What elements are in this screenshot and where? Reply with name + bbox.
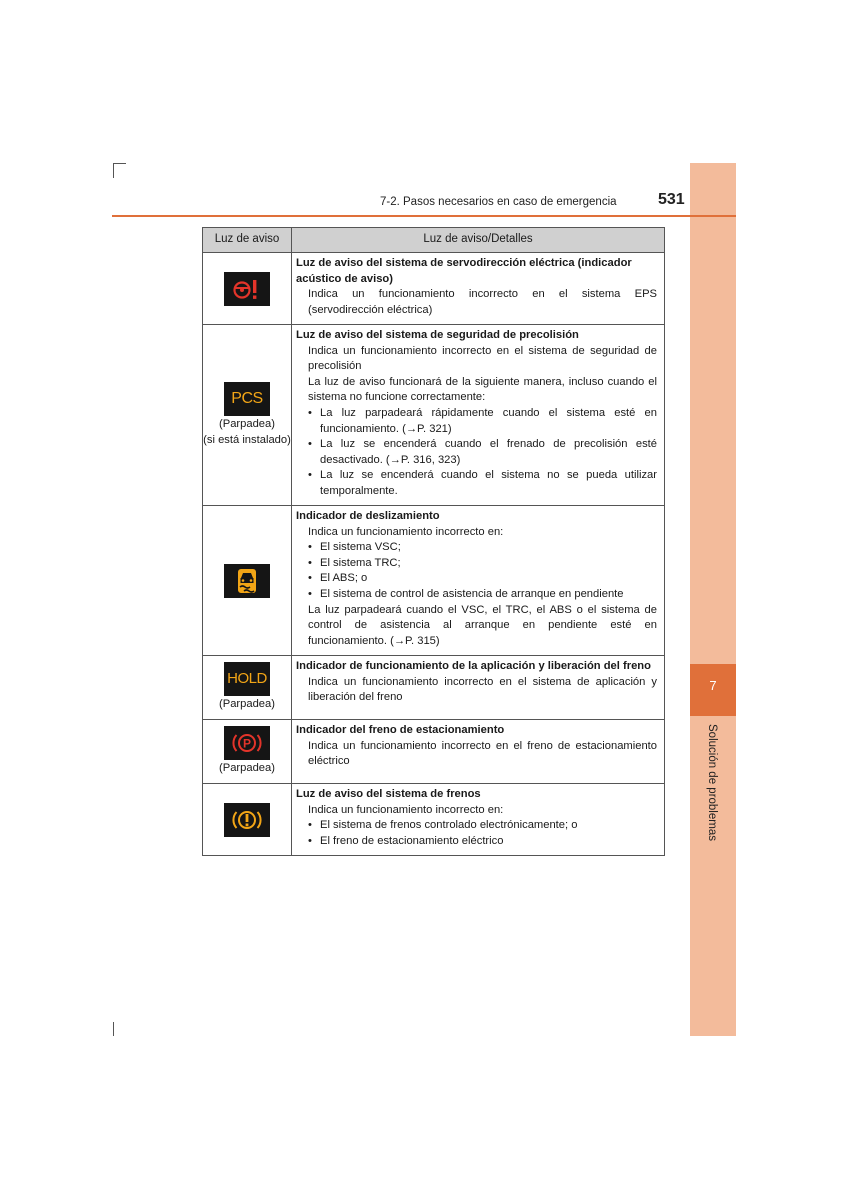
lamp-cell	[203, 506, 292, 656]
detail-cell	[292, 253, 665, 325]
lamp-caption: (Parpadea) (si está instalado)	[203, 417, 291, 446]
lamp-label: PCS	[231, 389, 263, 407]
list-item: • El ABS; o	[296, 571, 657, 587]
list-item: • El sistema TRC;	[296, 556, 657, 572]
lamp-cell	[203, 784, 292, 856]
chapter-number: 7	[690, 664, 736, 716]
light-description: Indica un funcionamiento incorrecto en:	[308, 803, 504, 816]
table-row	[203, 784, 665, 856]
light-title: Luz de aviso del sistema de frenos	[296, 788, 481, 800]
column-header-icon: Luz de aviso	[203, 228, 292, 253]
list-item: • El sistema de control de asistencia de arranque en pendiente	[296, 587, 657, 603]
light-title: Indicador de deslizamiento	[296, 510, 440, 522]
page-number: 531	[658, 191, 685, 208]
lamp-cell	[203, 325, 292, 506]
crop-mark	[113, 163, 126, 164]
table-row	[203, 253, 665, 325]
detail-cell	[292, 506, 665, 656]
crop-mark	[113, 1022, 114, 1036]
detail-cell	[292, 720, 665, 784]
brake-system-warning-icon	[224, 803, 270, 837]
light-title: Luz de aviso del sistema de seguridad de precolisión	[296, 329, 579, 341]
table-row	[203, 325, 665, 506]
list-item: • El sistema de frenos controlado electrónicamente; o	[296, 818, 657, 834]
header-rule	[112, 215, 736, 217]
light-title: Indicador del freno de estacionamiento	[296, 724, 505, 736]
table-row	[203, 506, 665, 656]
warning-lights-table	[202, 227, 665, 856]
list-item: • El freno de estacionamiento eléctrico	[296, 834, 657, 850]
table-row	[203, 720, 665, 784]
detail-cell	[292, 784, 665, 856]
detail-cell	[292, 656, 665, 720]
lamp-caption: (Parpadea)	[219, 762, 275, 775]
section-title: 7-2. Pasos necesarios en caso de emergencia	[380, 196, 617, 208]
table-row	[203, 656, 665, 720]
crop-mark	[113, 163, 114, 178]
light-description: Indica un funcionamiento incorrecto en el freno de estacionamiento eléctrico	[308, 739, 657, 768]
list-item: • La luz se encenderá cuando el sistema no se pueda utilizar temporalmente.	[296, 468, 657, 499]
parking-brake-icon	[224, 726, 270, 760]
light-description: Indica un funcionamiento incorrecto en el sistema de seguridad de precolisión	[308, 344, 657, 373]
svg-text:P: P	[242, 736, 252, 751]
lamp-caption: (Parpadea)	[219, 698, 275, 711]
list-item: • El sistema VSC;	[296, 540, 657, 556]
lamp-label: HOLD	[227, 670, 267, 688]
light-description: Indica un funcionamiento incorrecto en:	[308, 525, 504, 538]
lamp-cell	[203, 253, 292, 325]
column-header-details: Luz de aviso/Detalles	[292, 228, 665, 253]
list-item: • La luz parpadeará rápidamente cuando el sistema esté en funcionamiento. (→P. 321)	[296, 406, 657, 437]
detail-cell	[292, 325, 665, 506]
lamp-cell	[203, 656, 292, 720]
light-description: Indica un funcionamiento incorrecto en el sistema de aplicación y liberación del freno	[308, 675, 657, 704]
eps-warning-icon	[224, 272, 270, 306]
list-item: • La luz se encenderá cuando el frenado de precolisión esté desactivado. (→P. 316, 323)	[296, 437, 657, 468]
side-tab	[690, 163, 736, 1036]
slip-indicator-icon	[224, 564, 270, 598]
light-note: La luz parpadeará cuando el VSC, el TRC, el ABS o el sistema de control de asistencia al arranque en pendiente esté en funcionamiento. (→P. 315)	[308, 603, 657, 647]
table-header-row	[203, 228, 665, 253]
lamp-cell	[203, 720, 292, 784]
light-title: Luz de aviso del sistema de servodirección eléctrica (indicador acústico de aviso)	[296, 257, 632, 285]
light-title: Indicador de funcionamiento de la aplicación y liberación del freno	[296, 660, 651, 672]
chapter-title: Solución de problemas	[706, 724, 718, 841]
hold-indicator-icon	[224, 662, 270, 696]
light-description: La luz de aviso funcionará de la siguiente manera, incluso cuando el sistema no funcione correctamente:	[308, 375, 657, 404]
light-description: Indica un funcionamiento incorrecto en el sistema EPS (servodirección eléctrica)	[308, 288, 657, 316]
pcs-warning-icon	[224, 382, 270, 416]
